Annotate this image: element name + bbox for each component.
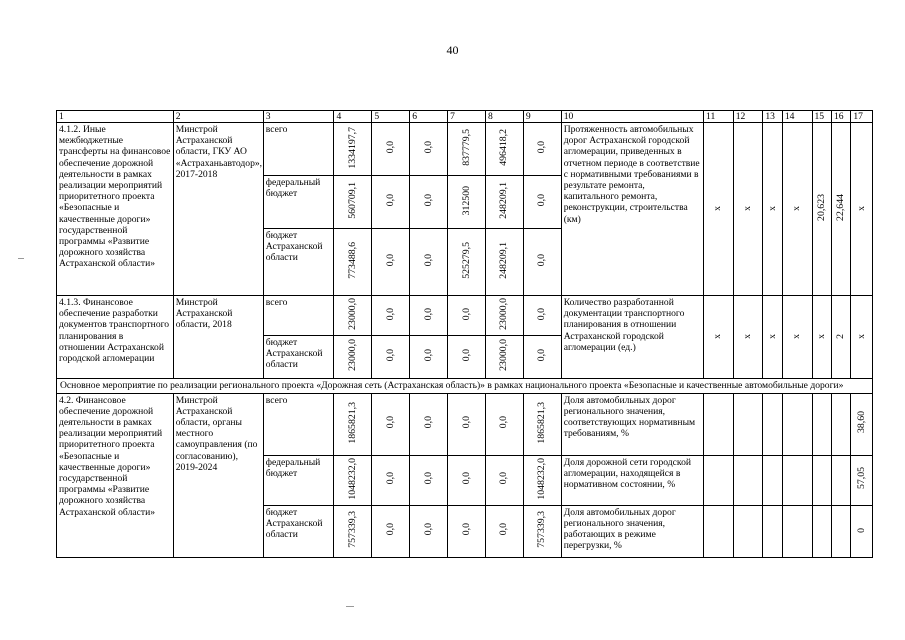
indicator-value: x [712,206,724,212]
table-row [57,296,873,336]
header-cell: 4 [334,111,372,123]
amount-cell: 0,0 [422,254,434,267]
amount-cell: 0,0 [536,254,548,267]
indicator-value: x [791,206,803,212]
amount-cell: 0,0 [422,472,434,485]
header-cell: 10 [561,111,703,123]
header-cell: 1 [57,111,174,123]
table-row [57,123,873,176]
amount-cell: 0,0 [460,523,472,536]
amount-cell: 560709,1 [346,182,358,219]
header-cell: 15 [812,111,831,123]
amount-cell: 1865821,3 [536,401,548,444]
indicator-value: x [766,334,778,340]
scan-mark [346,606,354,607]
header-cell: 9 [523,111,561,123]
table-row [57,393,873,455]
amount-cell: 0,0 [422,349,434,362]
indicator-value: 38,60 [855,411,867,434]
amount-cell: 0,0 [384,254,396,267]
indicator-value: x [791,334,803,340]
executor: Минстрой Астраханской области, ГКУ АО «Астраханьавтодор», 2017-2018 [173,123,263,296]
amount-cell: 0,0 [422,523,434,536]
indicator-name: Протяженность автомобильных дорог Астраханской городской агломерации, приведенных в отчетном периоде в соответствие с нормативными требованиями в результате ремонта, капитального ремонта, реконструкции, строительства (км) [561,123,703,296]
indicator-value: x [815,334,827,340]
amount-cell: 0,0 [536,141,548,154]
funding-source: всего [263,123,334,176]
amount-cell: 0,0 [460,349,472,362]
funding-source: бюджет Астраханской области [263,505,334,557]
amount-cell: 312500 [460,185,472,216]
funding-source: бюджет Астраханской области [263,336,334,379]
page-number: 40 [446,43,459,57]
header-cell: 8 [485,111,523,123]
indicator-name: Доля автомобильных дорог регионального значения, работающих в режиме перегрузки, % [561,505,703,557]
indicator-value: 20,623 [815,193,827,221]
header-cell: 14 [782,111,812,123]
amount-cell: 0,0 [422,141,434,154]
table-row [57,379,873,394]
amount-cell: 0,0 [460,416,472,429]
amount-cell: 248209,1 [498,182,510,219]
indicator-value: x [855,206,867,212]
executor: Минстрой Астраханской области, органы местного самоуправления (по согласованию), 2019-2024 [173,393,263,557]
amount-cell: 23000,0 [498,339,510,372]
header-cell: 11 [704,111,734,123]
amount-cell: 1048232,0 [346,457,358,500]
funding-source: всего [263,296,334,336]
amount-cell: 1865821,3 [346,401,358,444]
header-row [57,111,873,123]
amount-cell: 23000,0 [346,339,358,372]
amount-cell: 525279,5 [460,242,472,279]
funding-source: бюджет Астраханской области [263,229,334,296]
amount-cell: 0,0 [422,194,434,207]
indicator-value: x [742,334,754,340]
header-cell: 6 [410,111,448,123]
header-cell: 3 [263,111,334,123]
amount-cell: 0,0 [498,523,510,536]
amount-cell: 757339,3 [346,511,358,548]
amount-cell: 0,0 [384,349,396,362]
activity-name: 4.2. Финансовое обеспечение дорожной деятельности в рамках реализации мероприятий приоритетного проекта «Безопасные и качественные дороги» государственной программы «Развитие дорожного хозяйства Астраханской области» [57,393,174,557]
amount-cell: 0,0 [498,472,510,485]
amount-cell: 496418,2 [498,129,510,166]
amount-cell: 0,0 [536,349,548,362]
funding-source: федеральный бюджет [263,176,334,229]
funding-source: федеральный бюджет [263,455,334,505]
amount-cell: 0,0 [384,141,396,154]
header-cell: 12 [733,111,763,123]
amount-cell: 0,0 [460,307,472,321]
funding-source: всего [263,393,334,455]
amount-cell: 0,0 [384,416,396,429]
amount-cell: 23000,0 [498,297,510,330]
amount-cell: 23000,0 [346,297,358,330]
header-cell: 7 [448,111,486,123]
amount-cell: 0,0 [536,194,548,207]
indicator-value: x [855,334,867,340]
amount-cell: 0,0 [460,472,472,485]
header-cell: 2 [173,111,263,123]
indicator-value: x [742,206,754,212]
amount-cell: 1048232,0 [536,457,548,500]
indicator-name: Доля автомобильных дорог регионального значения, соответствующих нормативным требованиям, % [561,393,703,455]
header-cell: 13 [763,111,782,123]
amount-cell: 0,0 [498,416,510,429]
indicator-value: x [712,334,724,340]
amount-cell: 0,0 [384,307,396,321]
amount-cell: 0,0 [384,523,396,536]
amount-cell: 0,0 [536,307,548,321]
activity-name: 4.1.2. Иные межбюджетные трансферты на финансовое обеспечение дорожной деятельности в рамках реализации мероприятий приоритетного проекта «Безопасные и качественные дороги» государственной программы «Развитие дорожного хозяйства Астраханской области» [57,123,174,296]
amount-cell: 0,0 [384,194,396,207]
amount-cell: 0,0 [384,472,396,485]
amount-cell: 0,0 [422,307,434,321]
amount-cell: 773488,6 [346,242,358,279]
executor: Минстрой Астраханской области, 2018 [173,296,263,379]
header-cell: 5 [372,111,410,123]
indicator-value: 2 [835,334,847,340]
program-table [56,110,873,558]
punch-mark [18,258,24,259]
indicator-value: 22,644 [835,193,847,221]
header-cell: 16 [831,111,850,123]
amount-cell: 757339,3 [536,511,548,548]
indicator-name: Количество разработанной документации транспортного планирования в отношении Астраханской городской агломерации (ед.) [561,296,703,379]
amount-cell: 0,0 [422,416,434,429]
indicator-value: x [766,206,778,212]
main-event-title: Основное мероприятие по реализации регионального проекта «Дорожная сеть (Астраханская область)» в рамках национального проекта «Безопасные и качественные автомобильные дороги» [57,379,873,394]
amount-cell: 837779,5 [460,129,472,166]
amount-cell: 248209,1 [498,242,510,279]
indicator-value: 0 [855,528,867,534]
indicator-name: Доля дорожной сети городской агломерации, находящейся в нормативном состоянии, % [561,455,703,505]
amount-cell: 1334197,7 [346,126,358,169]
header-cell: 17 [851,111,873,123]
indicator-value: 57,05 [855,467,867,490]
activity-name: 4.1.3. Финансовое обеспечение разработки документов транспортного планирования в отношении Астраханской городской агломерации [57,296,174,379]
